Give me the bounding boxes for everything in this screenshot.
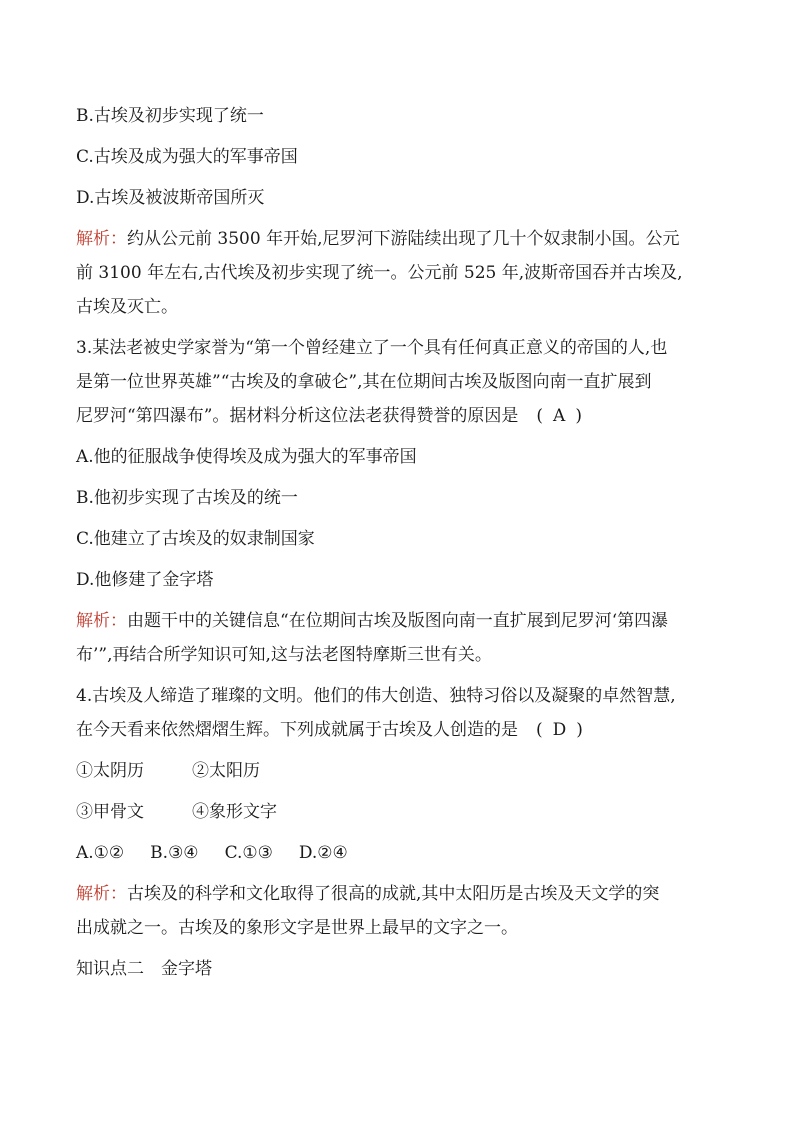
q4-options-row: A.①② B.③④ C.①③ D.②④ [76,843,348,863]
q2-option-d: D.古埃及被波斯帝国所灭 [76,188,265,208]
q4-explanation-label: 解析： [76,884,127,904]
q3-explanation-line-2: 布’”,再结合所学知识可知,这与法老图特摩斯三世有关。 [76,645,492,665]
q4-items-row-2: ③甲骨文 ④象形文字 [76,802,277,822]
q3-stem-line-3: 尼罗河“第四瀑布”。据材料分析这位法老获得赞誉的原因是 ( A ) [76,406,582,426]
q3-option-b: B.他初步实现了古埃及的统一 [76,488,298,508]
q4-explanation-line-1: 解析：古埃及的科学和文化取得了很高的成就,其中太阳历是古埃及天文学的突 [76,884,660,904]
q2-explanation-line-1: 解析：约从公元前 3500 年开始,尼罗河下游陆续出现了几十个奴隶制小国。公元 [76,229,680,249]
q2-explanation-label: 解析： [76,229,127,249]
q2-option-b: B.古埃及初步实现了统一 [76,106,264,126]
q4-explanation-line-2: 出成就之一。古埃及的象形文字是世界上最早的文字之一。 [76,918,518,938]
q4-answer: ( D ) [536,720,583,740]
q3-option-c: C.他建立了古埃及的奴隶制国家 [76,529,315,549]
section-title: 知识点二 金字塔 [76,959,212,979]
q3-explanation-line-1: 解析：由题干中的关键信息“在位期间古埃及版图向南一直扩展到尼罗河‘第四瀑 [76,611,669,631]
q2-explanation-line-3: 古埃及灭亡。 [76,297,178,317]
q4-stem-line-2: 在今天看来依然熠熠生辉。下列成就属于古埃及人创造的是 ( D ) [76,720,583,740]
q3-option-a: A.他的征服战争使得埃及成为强大的军事帝国 [76,447,417,467]
q4-items-row-1: ①太阴历 ②太阳历 [76,761,260,781]
q2-option-c: C.古埃及成为强大的军事帝国 [76,147,298,167]
q3-explanation-label: 解析： [76,611,127,631]
q3-option-d: D.他修建了金字塔 [76,570,214,590]
q2-explanation-line-2: 前 3100 年左右,古代埃及初步实现了统一。公元前 525 年,波斯帝国吞并古埃及, [76,263,683,283]
q3-stem-line-1: 3.某法老被史学家誉为“第一个曾经建立了一个具有任何真正意义的帝国的人,也 [76,338,668,358]
q3-stem-line-2: 是第一位世界英雄”“古埃及的拿破仑”,其在位期间古埃及版图向南一直扩展到 [76,372,652,392]
q4-stem-line-1: 4.古埃及人缔造了璀璨的文明。他们的伟大创造、独特习俗以及凝聚的卓然智慧, [76,686,676,706]
q3-answer: ( A ) [536,406,582,426]
